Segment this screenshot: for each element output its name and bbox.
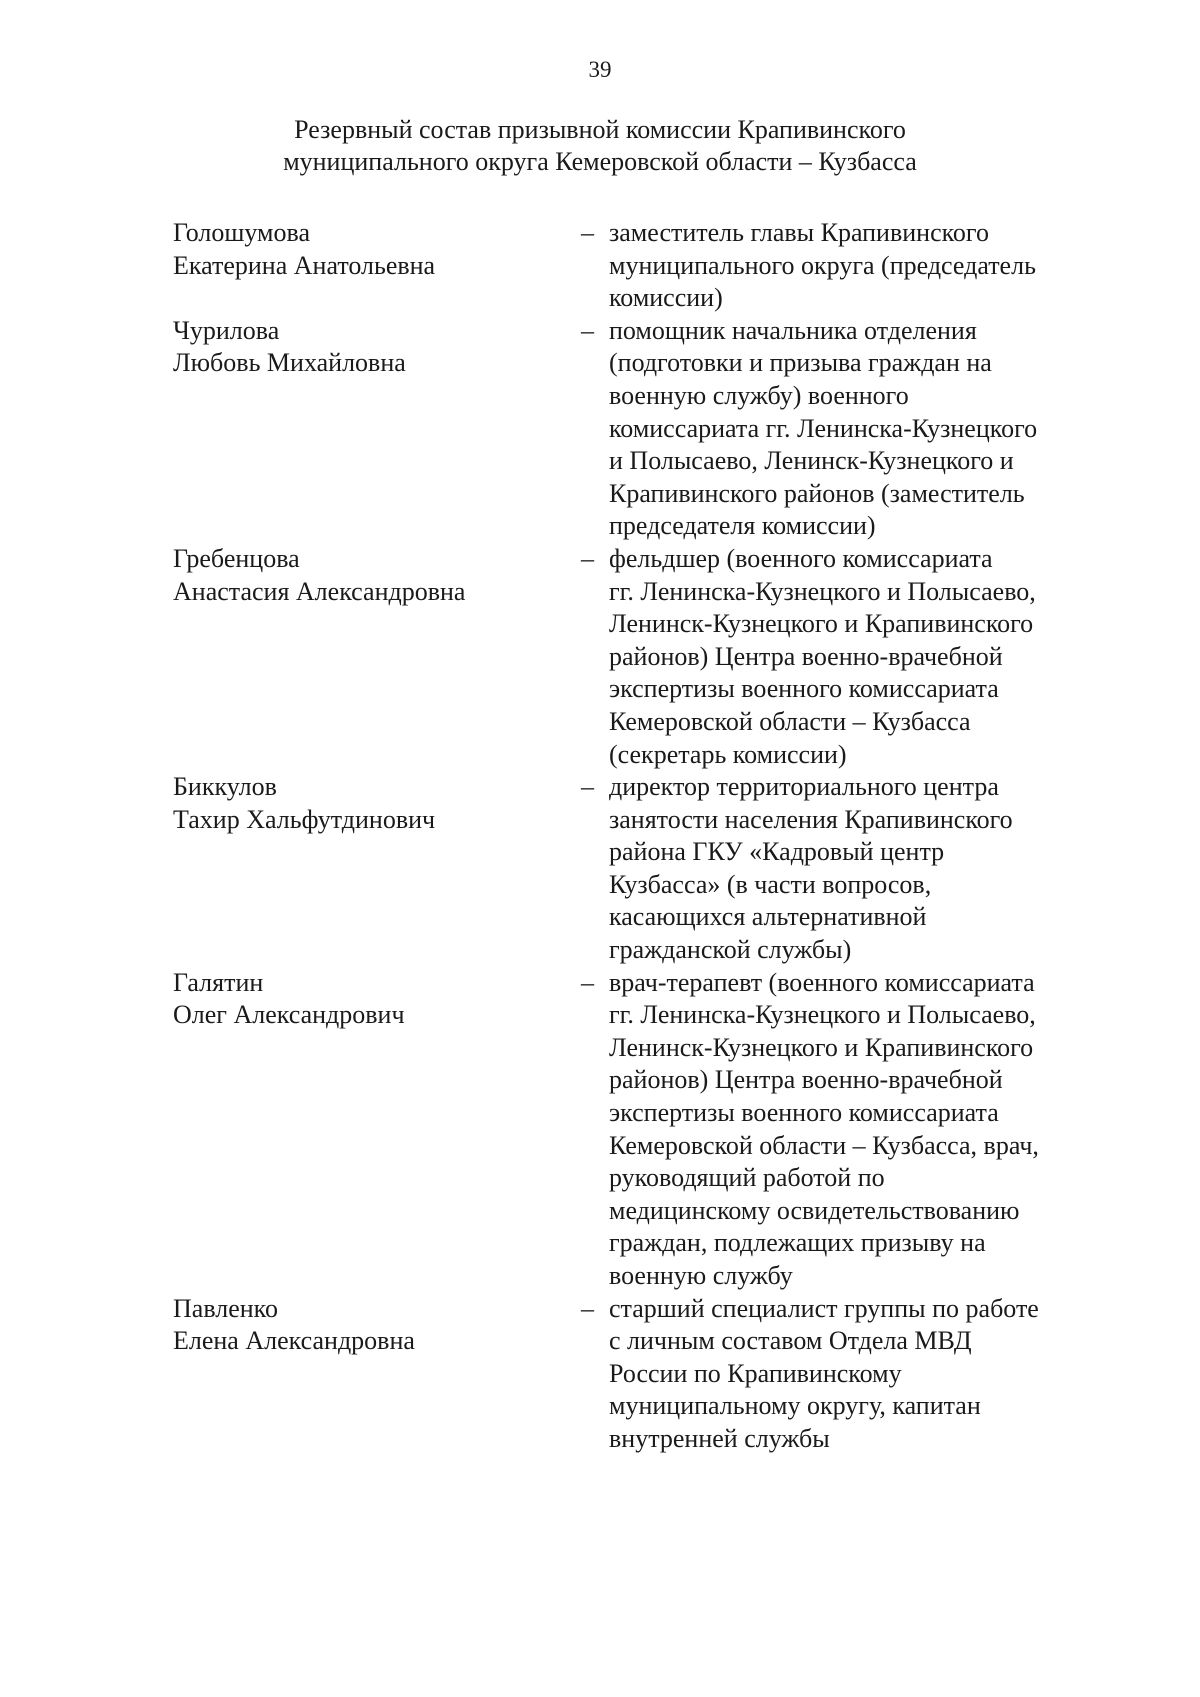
member-role-line: заместитель главы Крапивинского	[609, 218, 989, 247]
member-surname: Биккулов	[173, 772, 277, 802]
member-role-line: касающихся альтернативной	[609, 902, 927, 932]
member-given-names: Елена Александровна	[173, 1326, 415, 1356]
title-line-1: Резервный состав призывной комиссии Крапивинского	[294, 115, 906, 144]
member-given-names: Екатерина Анатольевна	[173, 250, 436, 280]
member-row	[173, 967, 1103, 1293]
member-row	[173, 1293, 1103, 1456]
member-row	[173, 217, 1103, 315]
member-dash: –	[581, 772, 594, 802]
member-role-line: России по Крапивинскому	[609, 1358, 902, 1388]
document-title	[0, 114, 1200, 178]
member-dash: –	[581, 967, 594, 997]
member-role-line: с личным составом Отдела МВД	[609, 1326, 972, 1356]
member-dash: –	[581, 315, 594, 345]
member-surname: Гребенцова	[173, 543, 300, 573]
member-role-line: врач-терапевт (военного комиссариата	[609, 967, 1035, 997]
member-surname: Галятин	[173, 967, 264, 997]
member-dash: –	[581, 1293, 594, 1323]
member-surname: Чурилова	[173, 315, 280, 345]
member-role-line: гг. Ленинска-Кузнецкого и Полысаево,	[609, 1000, 1036, 1030]
member-role-line: муниципального округа (председатель	[609, 250, 1036, 280]
member-given-names: Олег Александрович	[173, 1000, 405, 1030]
member-dash: –	[581, 218, 594, 247]
member-role-line: (подготовки и призыва граждан на	[609, 348, 992, 378]
member-given-names: Тахир Хальфутдинович	[173, 804, 436, 834]
member-dash: –	[581, 543, 594, 573]
member-role-line: гг. Ленинска-Кузнецкого и Полысаево,	[609, 576, 1036, 606]
member-role-line: Ленинск-Кузнецкого и Крапивинского	[609, 1032, 1034, 1062]
member-role-line: старший специалист группы по работе	[609, 1293, 1039, 1323]
member-role-line: Кемеровской области – Кузбасса	[609, 706, 971, 736]
member-role	[609, 543, 1089, 771]
member-role-line: районов) Центра военно-врачебной	[609, 641, 1003, 671]
member-surname: Голошумова	[173, 218, 310, 247]
member-role-line: Ленинск-Кузнецкого и Крапивинского	[609, 609, 1034, 639]
member-name	[173, 1293, 568, 1358]
member-role-line: помощник начальника отделения	[609, 315, 977, 345]
page-number: 39	[588, 57, 612, 82]
member-role-line: районов) Центра военно-врачебной	[609, 1065, 1003, 1095]
member-role-line: Крапивинского районов (заместитель	[609, 478, 1025, 508]
member-name	[173, 315, 568, 380]
member-role	[609, 217, 1089, 315]
member-role-line: экспертизы военного комиссариата	[609, 674, 999, 704]
members-list	[173, 217, 1103, 1456]
member-name	[173, 543, 568, 608]
member-given-names: Любовь Михайловна	[173, 348, 406, 378]
member-row	[173, 543, 1103, 771]
member-name	[173, 217, 568, 282]
member-role-line: комиссии)	[609, 283, 723, 313]
member-role-line: гражданской службы)	[609, 935, 852, 965]
member-role	[609, 1293, 1089, 1456]
member-role-line: Кемеровской области – Кузбасса, врач,	[609, 1130, 1039, 1160]
member-given-names: Анастасия Александровна	[173, 576, 466, 606]
member-role-line: (секретарь комиссии)	[609, 739, 847, 769]
member-name	[173, 967, 568, 1032]
member-name	[173, 771, 568, 836]
member-role-line: медицинскому освидетельствованию	[609, 1195, 1020, 1225]
member-role	[609, 771, 1089, 967]
member-role-line: граждан, подлежащих призыву на	[609, 1228, 986, 1258]
member-row	[173, 315, 1103, 543]
member-role-line: экспертизы военного комиссариата	[609, 1098, 999, 1128]
member-role-line: района ГКУ «Кадровый центр	[609, 837, 945, 867]
member-role-line: военную службу) военного	[609, 380, 909, 410]
member-role-line: председателя комиссии)	[609, 511, 876, 541]
member-role-line: внутренней службы	[609, 1423, 830, 1453]
member-role-line: и Полысаево, Ленинск-Кузнецкого и	[609, 446, 1014, 476]
member-role	[609, 967, 1089, 1293]
member-role-line: руководящий работой по	[609, 1163, 885, 1193]
member-role-line: фельдшер (военного комиссариата	[609, 543, 993, 573]
member-row	[173, 771, 1103, 967]
member-role-line: директор территориального центра	[609, 772, 999, 802]
member-role-line: Кузбасса» (в части вопросов,	[609, 869, 932, 899]
member-role-line: муниципальному округу, капитан	[609, 1391, 981, 1421]
member-surname: Павленко	[173, 1293, 278, 1323]
member-role-line: военную службу	[609, 1261, 793, 1290]
title-line-2: муниципального округа Кемеровской области – Кузбасса	[283, 147, 917, 176]
member-role-line: комиссариата гг. Ленинска-Кузнецкого	[609, 413, 1038, 443]
member-role-line: занятости населения Крапивинского	[609, 804, 1013, 834]
member-role	[609, 315, 1089, 543]
